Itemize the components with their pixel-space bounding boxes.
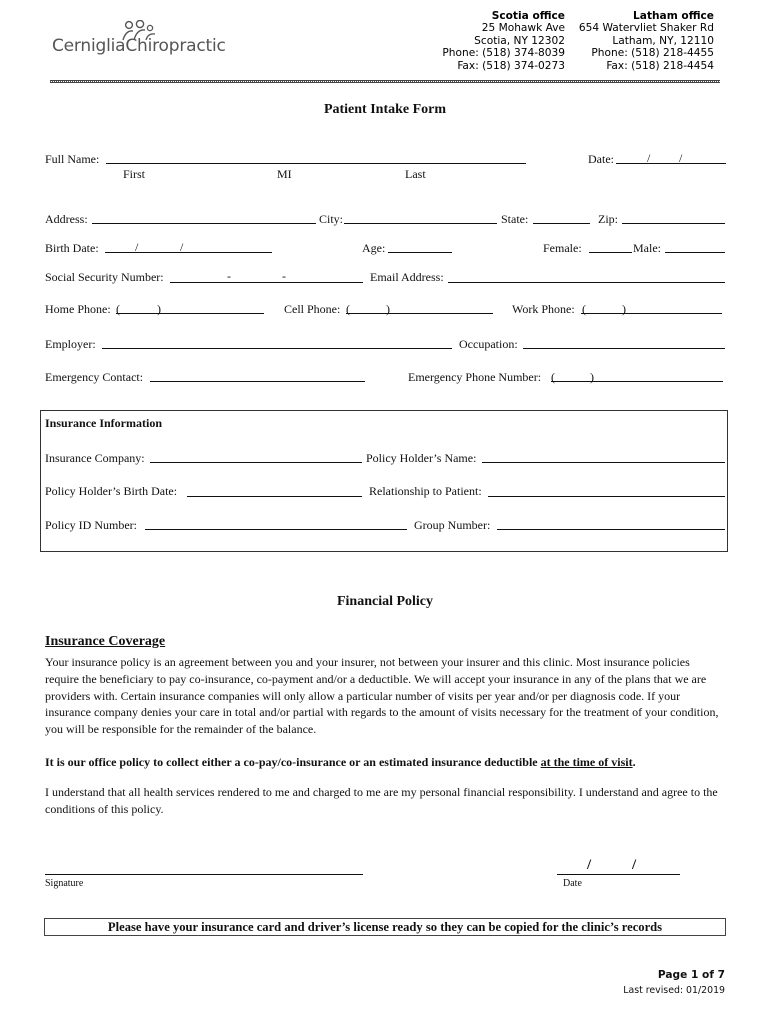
office-heading: Scotia office — [491, 10, 565, 22]
scotia-office-block — [442, 10, 565, 72]
date-separator: / — [180, 240, 184, 254]
paren-open: ( — [582, 302, 586, 316]
female-field[interactable] — [589, 252, 632, 253]
age-field[interactable] — [388, 252, 452, 253]
date-label: Date — [563, 878, 582, 889]
date-label: Date: — [588, 152, 614, 166]
city-label: City: — [319, 212, 344, 226]
paren-open: ( — [551, 370, 555, 384]
date-separator: / — [647, 151, 651, 165]
insurance-coverage-subheading: Insurance Coverage — [45, 634, 166, 649]
emergency-contact-field[interactable] — [150, 381, 365, 382]
work-phone-field[interactable] — [581, 313, 722, 314]
birth-date-label: Birth Date: — [45, 241, 99, 255]
emergency-contact-label: Emergency Contact: — [45, 370, 144, 384]
employer-field[interactable] — [102, 348, 452, 349]
logo-text: CernigliaChiropractic — [52, 36, 226, 56]
office-fax: Fax: (518) 374-0273 — [457, 59, 565, 72]
age-label: Age: — [362, 241, 386, 255]
office-address: 25 Mohawk Ave — [481, 22, 565, 35]
insurance-company-label: Insurance Company: — [45, 451, 145, 465]
first-sublabel: First — [123, 167, 146, 181]
insurance-information-box — [40, 410, 728, 552]
male-field[interactable] — [665, 252, 725, 253]
policy-holder-birth-field[interactable] — [187, 496, 362, 497]
relationship-field[interactable] — [488, 496, 725, 497]
acknowledgement-paragraph: I understand that all health services rendered to me and charged to me are my personal financial responsibility. I understand and agree to the conditions of this policy. — [45, 785, 718, 816]
form-title: Patient Intake Form — [323, 102, 447, 117]
signature-label: Signature — [45, 878, 84, 889]
state-field[interactable] — [533, 223, 590, 224]
signature-date-field[interactable] — [557, 874, 680, 875]
mi-sublabel: MI — [277, 167, 292, 181]
policy-holder-name-field[interactable] — [482, 462, 725, 463]
office-city: Latham, NY, 12110 — [612, 34, 714, 47]
emergency-phone-field[interactable] — [551, 381, 723, 382]
policy-holder-name-label: Policy Holder’s Name: — [366, 451, 477, 465]
page-number: Page 1 of 7 — [657, 969, 725, 981]
date-separator: / — [679, 151, 683, 165]
office-phone: Phone: (518) 374-8039 — [442, 47, 565, 60]
employer-label: Employer: — [45, 337, 96, 351]
insurance-card-notice: Please have your insurance card and driver’s license ready so they can be copied for the clinic’s records — [44, 918, 726, 936]
office-policy-text: It is our office policy to collect either a co-pay/co-insurance or an estimated insurance deductible — [45, 755, 541, 769]
header-divider — [50, 80, 720, 83]
insurance-coverage-paragraph: Your insurance policy is an agreement between you and your insurer, not between your insurer and this clinic. Most insurance policies require the beneficiary to pay co-insurance, co-payment and/or a deductible. We will accept your insurance in any of the plans that we are providers with. Certain insurance companies will only allow a particular number of visits per year and/or per diagnosis code. If your insurance company denies your care in total and/or partial with regards to the amount of visits necessary for the treatment of your condition, you will be responsible for the remainder of the balance. — [45, 655, 719, 737]
female-label: Female: — [543, 241, 582, 255]
insurance-heading: Insurance Information — [45, 416, 163, 430]
financial-policy-title: Financial Policy — [336, 594, 434, 609]
full-name-field[interactable] — [106, 163, 526, 164]
paren-close: ) — [622, 302, 626, 316]
paren-open: ( — [116, 302, 120, 316]
ssn-dash: - — [227, 269, 231, 283]
paren-close: ) — [386, 302, 390, 316]
date-separator: / — [135, 240, 139, 254]
office-heading: Latham office — [633, 10, 714, 22]
last-revised: Last revised: 01/2019 — [623, 985, 725, 996]
email-field[interactable] — [448, 282, 725, 283]
work-phone-label: Work Phone: — [512, 302, 575, 316]
date-field[interactable] — [616, 163, 726, 164]
group-number-label: Group Number: — [414, 518, 491, 532]
paren-open: ( — [346, 302, 350, 316]
home-phone-field[interactable] — [116, 313, 264, 314]
insurance-company-field[interactable] — [150, 462, 362, 463]
signature-field[interactable] — [45, 874, 363, 875]
address-label: Address: — [45, 212, 88, 226]
date-separator: / — [632, 857, 637, 873]
group-number-field[interactable] — [497, 529, 725, 530]
zip-field[interactable] — [622, 223, 725, 224]
address-field[interactable] — [92, 223, 316, 224]
office-fax: Fax: (518) 218-4454 — [606, 59, 714, 72]
office-policy-statement — [45, 754, 735, 771]
home-phone-label: Home Phone: — [45, 302, 111, 316]
last-sublabel: Last — [405, 167, 426, 181]
occupation-field[interactable] — [523, 348, 725, 349]
policy-holder-birth-label: Policy Holder’s Birth Date: — [45, 484, 178, 498]
policy-id-label: Policy ID Number: — [45, 518, 137, 532]
cell-phone-label: Cell Phone: — [284, 302, 341, 316]
ssn-dash: - — [282, 269, 286, 283]
clinic-logo — [52, 20, 252, 60]
date-separator: / — [587, 857, 592, 873]
email-label: Email Address: — [370, 270, 444, 284]
latham-office-block — [579, 10, 714, 72]
ssn-field[interactable] — [170, 282, 363, 283]
policy-id-field[interactable] — [145, 529, 407, 530]
city-field[interactable] — [344, 223, 497, 224]
state-label: State: — [501, 212, 529, 226]
birth-date-field[interactable] — [105, 252, 272, 253]
occupation-label: Occupation: — [459, 337, 518, 351]
male-label: Male: — [633, 241, 661, 255]
emergency-phone-label: Emergency Phone Number: — [408, 370, 542, 384]
office-city: Scotia, NY 12302 — [474, 34, 565, 47]
paren-close: ) — [590, 370, 594, 384]
relationship-label: Relationship to Patient: — [369, 484, 482, 498]
full-name-label: Full Name: — [45, 152, 100, 166]
office-address: 654 Watervliet Shaker Rd — [578, 22, 714, 35]
paren-close: ) — [157, 302, 161, 316]
office-policy-period: . — [632, 755, 636, 769]
ssn-label: Social Security Number: — [45, 270, 164, 284]
office-policy-emphasis: at the time of visit — [540, 755, 633, 769]
zip-label: Zip: — [598, 212, 618, 226]
office-phone: Phone: (518) 218-4455 — [591, 47, 714, 60]
cell-phone-field[interactable] — [346, 313, 493, 314]
